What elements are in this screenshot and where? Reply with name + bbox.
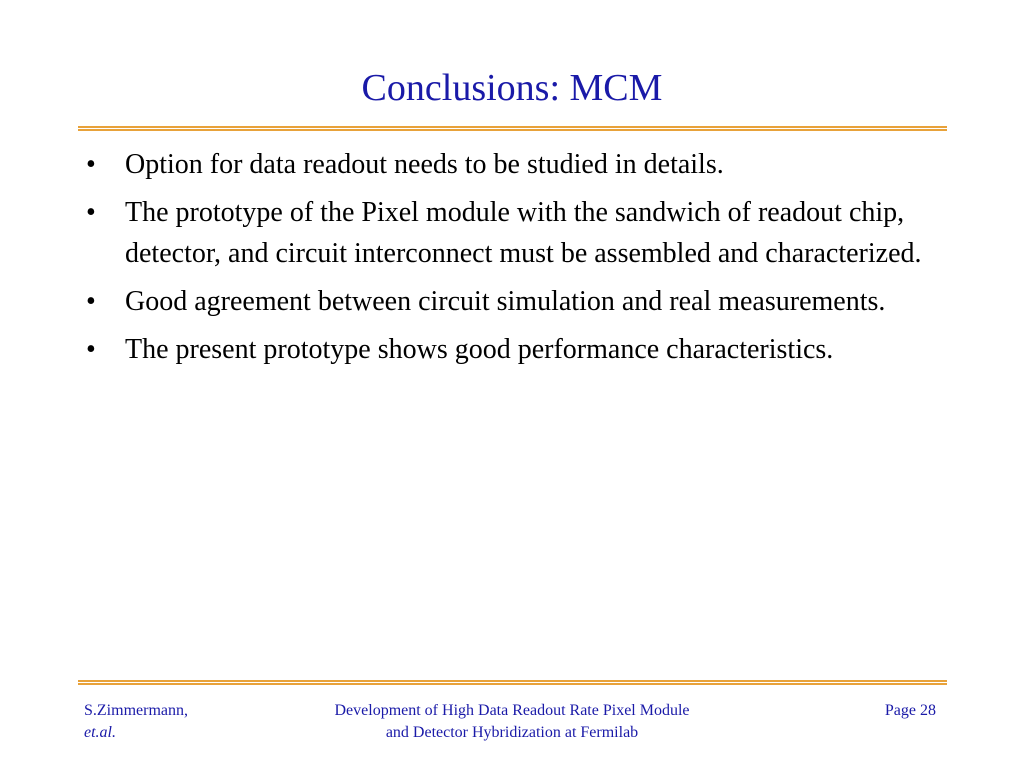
slide-title: Conclusions: MCM [361,67,663,109]
footer-title-line-1: Development of High Data Readout Rate Pixel Module [334,702,690,719]
bullet-text: The prototype of the Pixel module with the sandwich of readout chip, detector, and circuit interconnect must be assembled and characterized. [125,197,922,269]
footer-author [84,700,188,744]
footer-title-line-2: and Detector Hybridization at Fermilab [385,724,639,741]
page-number: Page 28 [884,702,936,719]
bullet-item-2 [78,192,928,274]
bullet-item-4 [78,329,928,370]
bullet-list [78,144,928,377]
bullet-icon: • [86,334,96,365]
bullet-icon: • [86,149,96,180]
bullet-item-1 [78,144,928,185]
bullet-item-3 [78,281,928,322]
title-divider [78,126,947,131]
bullet-icon: • [86,286,96,317]
footer-divider [78,680,947,685]
bullet-text: Good agreement between circuit simulation and real measurements. [125,286,886,317]
bullet-text: Option for data readout needs to be studied in details. [125,149,724,180]
footer-author-etal: et.al. [84,724,116,741]
footer-presentation-title [262,700,762,744]
bullet-text: The present prototype shows good performance characteristics. [125,334,834,365]
footer-author-name: S.Zimmermann, [84,702,188,719]
bullet-icon: • [86,197,96,228]
